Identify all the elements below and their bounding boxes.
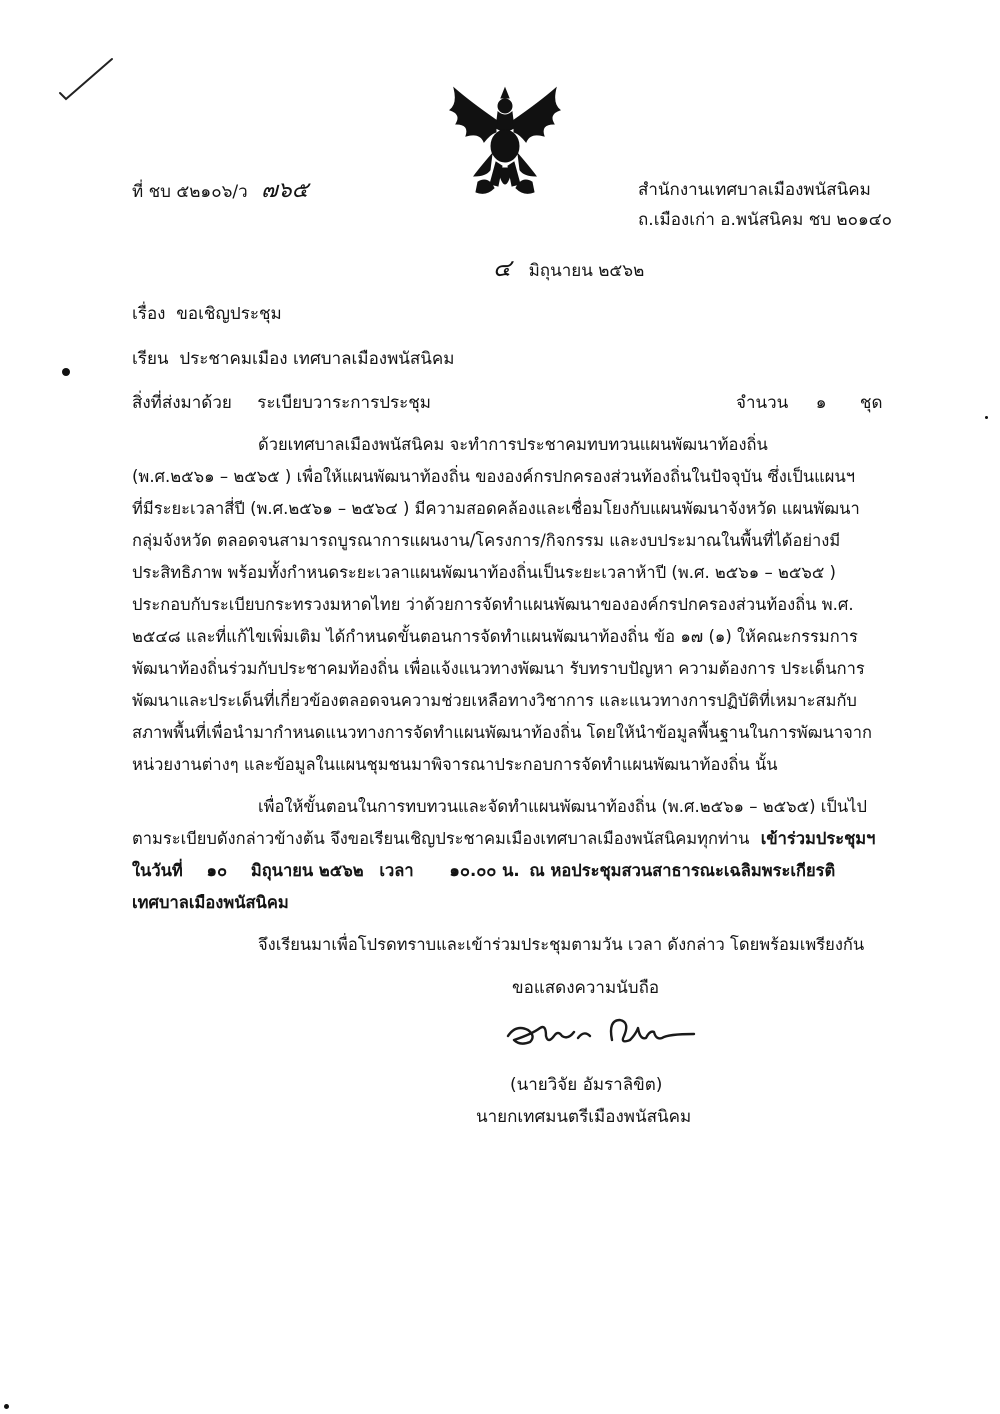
office-address: ถ.เมืองเก่า อ.พนัสนิคม ชบ ๒๐๑๔๐	[638, 210, 893, 230]
office-name: สำนักงานเทศบาลเมืองพนัสนิคม	[638, 180, 871, 200]
handwritten-signature	[502, 1010, 698, 1050]
paragraph-2-line-2: ตามระเบียบดังกล่าวข้างต้น จึงขอเรียนเชิญประชาคมเมืองเทศบาลเมืองพนัสนิคมทุกท่าน เข้าร่วมประชุมฯ	[132, 829, 876, 848]
letter-date	[493, 256, 644, 280]
meeting-month-year: มิถุนายน ๒๕๖๒	[250, 861, 364, 880]
scan-speck	[985, 416, 988, 419]
recipient-line: เรียน ประชาคมเมือง เทศบาลเมืองพนัสนิคม	[132, 349, 455, 369]
paragraph-1-line: ด้วยเทศบาลเมืองพนัสนิคม จะทำการประชาคมทบทวนแผนพัฒนาท้องถิ่น	[258, 435, 768, 454]
meeting-day: ๑๐	[206, 861, 228, 880]
paragraph-1-line: พัฒนาท้องถิ่นร่วมกับประชาคมท้องถิ่น เพื่อแจ้งแนวทางพัฒนา รับทราบปัญหา ความต้องการ ประเด็นการ	[132, 659, 865, 678]
meeting-venue: ณ หอประชุมสวนสาธารณะเฉลิมพระเกียรติ	[529, 861, 836, 880]
meeting-time: ๑๐.๐๐ น.	[449, 861, 520, 880]
paragraph-1-line: (พ.ศ.๒๕๖๑ – ๒๕๖๕ ) เพื่อให้แผนพัฒนาท้องถิ่น ขององค์กรปกครองส่วนท้องถิ่นในปัจจุบัน ซึ่งเป็นแผนฯ	[132, 467, 856, 486]
subject-line: เรื่อง ขอเชิญประชุม	[132, 304, 282, 324]
paragraph-2-line-1: เพื่อให้ขั้นตอนในการทบทวนและจัดทำแผนพัฒนาท้องถิ่น (พ.ศ.๒๕๖๑ – ๒๕๖๕) เป็นไป	[258, 797, 867, 816]
document-number: ที่ ชบ ๕๒๑๐๖/ว ๗๖๕	[132, 178, 309, 203]
garuda-emblem-icon	[440, 84, 570, 202]
signatory-title: นายกเทศมนตรีเมืองพนัสนิคม	[476, 1107, 692, 1127]
date-day-handwritten: ๔	[493, 254, 512, 282]
paragraph-1-line: ประสิทธิภาพ พร้อมทั้งกำหนดระยะเวลาแผนพัฒนาท้องถิ่นเป็นระยะเวลาห้าปี (พ.ศ. ๒๕๖๑ – ๒๕๖๕ )	[132, 563, 836, 582]
closing-salutation: ขอแสดงความนับถือ	[512, 978, 660, 998]
signatory-name: (นายวิจัย อัมราลิขิต)	[510, 1075, 663, 1095]
enclosure-quantity: จำนวน ๑ ชุด	[736, 393, 883, 413]
attend-meeting-text: เข้าร่วมประชุมฯ	[760, 829, 876, 848]
punch-hole-mark	[62, 368, 70, 376]
paragraph-1-line: กลุ่มจังหวัด ตลอดจนสามารถบูรณาการแผนงาน/โครงการ/กิจกรรม และงบประมาณในพื้นที่ได้อย่างมี	[132, 531, 841, 550]
paragraph-1-line: พัฒนาและประเด็นที่เกี่ยวข้องตลอดจนความช่วยเหลือทางวิชาการ และแนวทางการปฏิบัติที่เหมาะสมกับ	[132, 691, 857, 710]
paragraph-1-line: หน่วยงานต่างๆ และข้อมูลในแผนชุมชนมาพิจารณาประกอบการจัดทำแผนพัฒนาท้องถิ่น นั้น	[132, 755, 778, 774]
meeting-venue-line-2: เทศบาลเมืองพนัสนิคม	[132, 893, 289, 912]
enclosure-line: สิ่งที่ส่งมาด้วย ระเบียบวาระการประชุม	[132, 393, 432, 413]
date-month-year: มิถุนายน ๒๕๖๒	[528, 261, 645, 281]
check-mark-icon	[58, 55, 114, 103]
paragraph-1-line: สภาพพื้นที่เพื่อนำมากำหนดแนวทางการจัดทำแผนพัฒนาท้องถิ่น โดยให้นำข้อมูลพื้นฐานในการพัฒนาจาก	[132, 723, 873, 742]
document-number-handwritten: ๗๖๕	[261, 178, 309, 203]
meeting-details-line: ในวันที่ ๑๐ มิถุนายน ๒๕๖๒ เวลา ๑๐.๐๐ น. ณ หอประชุมสวนสาธารณะเฉลิมพระเกียรติ	[132, 861, 836, 880]
scan-speck	[4, 1404, 9, 1409]
closing-request: จึงเรียนมาเพื่อโปรดทราบและเข้าร่วมประชุมตามวัน เวลา ดังกล่าว โดยพร้อมเพรียงกัน	[258, 935, 865, 954]
paragraph-1-line: ที่มีระยะเวลาสี่ปี (พ.ศ.๒๕๖๑ – ๒๕๖๔ ) มีความสอดคล้องและเชื่อมโยงกับแผนพัฒนาจังหวัด แผนพัฒนา	[132, 499, 860, 518]
paragraph-1-line: ๒๕๔๘ และที่แก้ไขเพิ่มเติม ได้กำหนดขั้นตอนการจัดทำแผนพัฒนาท้องถิ่น ข้อ ๑๗ (๑) ให้คณะกรรมการ	[132, 627, 858, 646]
paragraph-1-line: ประกอบกับระเบียบกระทรวงมหาดไทย ว่าด้วยการจัดทำแผนพัฒนาขององค์กรปกครองส่วนท้องถิ่น พ.ศ.	[132, 595, 854, 614]
